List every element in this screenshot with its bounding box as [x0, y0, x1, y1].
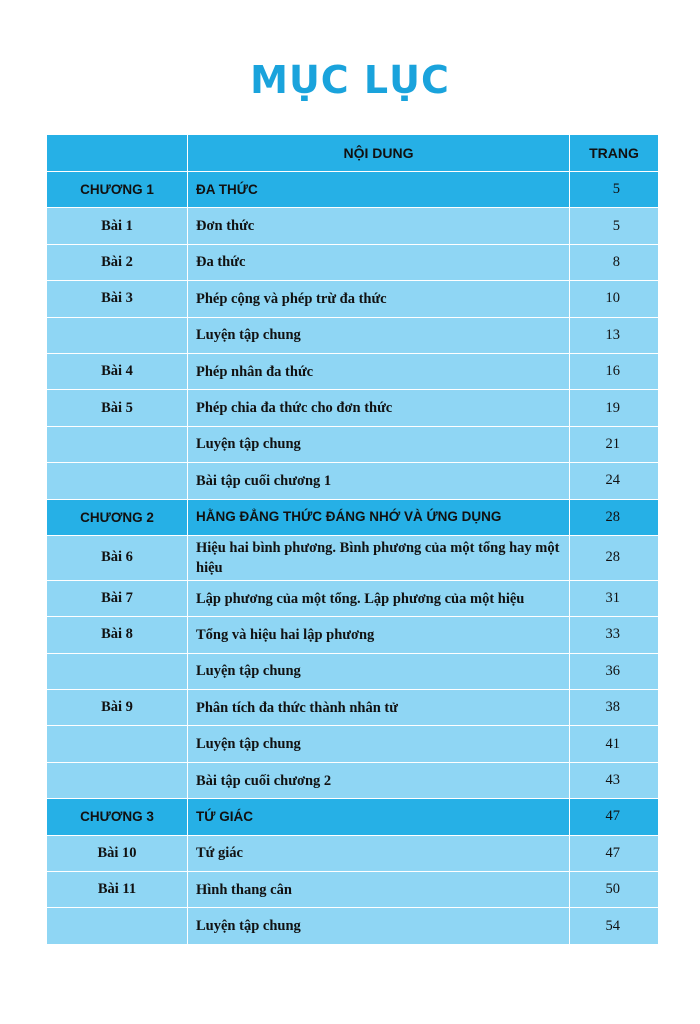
lesson-row[interactable] — [47, 353, 659, 389]
row-title: Phân tích đa thức thành nhân tử — [188, 690, 570, 726]
row-page: 50 — [570, 872, 659, 908]
row-page: 47 — [570, 835, 659, 871]
row-page: 28 — [570, 535, 659, 580]
lesson-row[interactable] — [47, 317, 659, 353]
lesson-row[interactable] — [47, 762, 659, 798]
row-page: 31 — [570, 580, 659, 616]
chapter-row[interactable] — [47, 799, 659, 835]
row-title: Đa thức — [188, 244, 570, 280]
row-number: Bài 8 — [47, 617, 188, 653]
row-title: Luyện tập chung — [188, 653, 570, 689]
row-number: Bài 9 — [47, 690, 188, 726]
row-number: Bài 10 — [47, 835, 188, 871]
lesson-row[interactable] — [47, 580, 659, 616]
row-number — [47, 908, 188, 944]
toc-table — [46, 134, 659, 945]
row-title: Tứ giác — [188, 835, 570, 871]
lesson-row[interactable] — [47, 208, 659, 244]
lesson-row[interactable] — [47, 281, 659, 317]
row-page: 43 — [570, 762, 659, 798]
row-title: Tổng và hiệu hai lập phương — [188, 617, 570, 653]
row-page: 38 — [570, 690, 659, 726]
lesson-row[interactable] — [47, 908, 659, 944]
lesson-row[interactable] — [47, 835, 659, 871]
row-title: Luyện tập chung — [188, 726, 570, 762]
row-number: Bài 3 — [47, 281, 188, 317]
row-page: 54 — [570, 908, 659, 944]
row-number — [47, 726, 188, 762]
row-title: Bài tập cuối chương 1 — [188, 463, 570, 499]
lesson-row[interactable] — [47, 690, 659, 726]
row-page: 10 — [570, 281, 659, 317]
row-number: CHƯƠNG 1 — [47, 172, 188, 208]
row-number — [47, 426, 188, 462]
header-content: NỘI DUNG — [188, 135, 570, 172]
row-title: TỨ GIÁC — [188, 799, 570, 835]
row-title: Bài tập cuối chương 2 — [188, 762, 570, 798]
row-number — [47, 463, 188, 499]
row-page: 47 — [570, 799, 659, 835]
row-number: CHƯƠNG 2 — [47, 499, 188, 535]
row-number: Bài 5 — [47, 390, 188, 426]
row-page: 5 — [570, 172, 659, 208]
lesson-row[interactable] — [47, 426, 659, 462]
row-title: HẰNG ĐẲNG THỨC ĐÁNG NHỚ VÀ ỨNG DỤNG — [188, 499, 570, 535]
row-page: 36 — [570, 653, 659, 689]
toc-body — [47, 172, 659, 945]
lesson-row[interactable] — [47, 535, 659, 580]
row-page: 13 — [570, 317, 659, 353]
lesson-row[interactable] — [47, 617, 659, 653]
header-number — [47, 135, 188, 172]
row-title: ĐA THỨC — [188, 172, 570, 208]
chapter-row[interactable] — [47, 499, 659, 535]
row-title: Luyện tập chung — [188, 426, 570, 462]
lesson-row[interactable] — [47, 463, 659, 499]
row-page: 21 — [570, 426, 659, 462]
row-page: 41 — [570, 726, 659, 762]
row-page: 24 — [570, 463, 659, 499]
row-page: 33 — [570, 617, 659, 653]
header-page: TRANG — [570, 135, 659, 172]
page-title: MỤC LỤC — [250, 58, 450, 102]
lesson-row[interactable] — [47, 390, 659, 426]
row-page: 8 — [570, 244, 659, 280]
lesson-row[interactable] — [47, 244, 659, 280]
row-number — [47, 762, 188, 798]
lesson-row[interactable] — [47, 872, 659, 908]
row-title: Phép cộng và phép trừ đa thức — [188, 281, 570, 317]
lesson-row[interactable] — [47, 726, 659, 762]
row-number: Bài 6 — [47, 535, 188, 580]
row-title: Luyện tập chung — [188, 908, 570, 944]
row-title: Phép chia đa thức cho đơn thức — [188, 390, 570, 426]
row-title: Lập phương của một tổng. Lập phương của một hiệu — [188, 580, 570, 616]
row-title: Hiệu hai bình phương. Bình phương của một tổng hay một hiệu — [188, 535, 570, 580]
lesson-row[interactable] — [47, 653, 659, 689]
row-number: CHƯƠNG 3 — [47, 799, 188, 835]
row-page: 5 — [570, 208, 659, 244]
row-title: Hình thang cân — [188, 872, 570, 908]
row-number: Bài 2 — [47, 244, 188, 280]
row-number: Bài 7 — [47, 580, 188, 616]
row-title: Luyện tập chung — [188, 317, 570, 353]
chapter-row[interactable] — [47, 172, 659, 208]
row-title: Phép nhân đa thức — [188, 353, 570, 389]
row-page: 16 — [570, 353, 659, 389]
row-number — [47, 653, 188, 689]
row-title: Đơn thức — [188, 208, 570, 244]
toc-header-row — [47, 135, 659, 172]
row-page: 28 — [570, 499, 659, 535]
row-number: Bài 4 — [47, 353, 188, 389]
row-page: 19 — [570, 390, 659, 426]
row-number — [47, 317, 188, 353]
row-number: Bài 1 — [47, 208, 188, 244]
row-number: Bài 11 — [47, 872, 188, 908]
